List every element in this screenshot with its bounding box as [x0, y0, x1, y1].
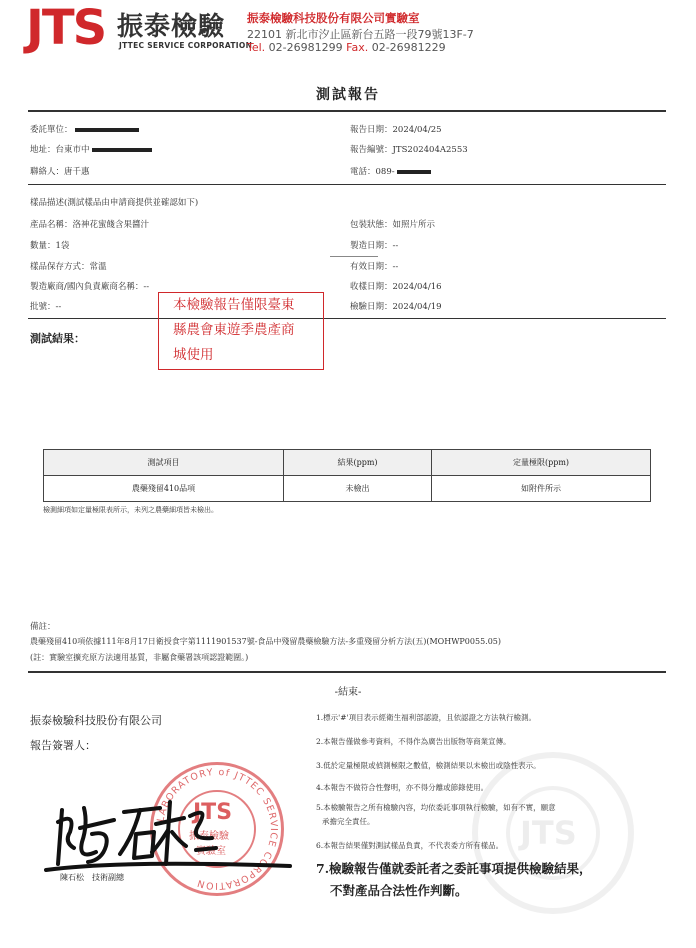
note-item: 3.低於定量極限或偵測極限之數值，檢測結果以未檢出或陰性表示。 — [316, 761, 541, 770]
results-note: 檢測細項如定量極限表所示，未列之農藥細項皆未檢出。 — [43, 506, 218, 514]
fax-label: Fax. — [346, 41, 369, 54]
client-contact-label: 聯絡人： — [30, 167, 65, 177]
manufacturer — [30, 280, 149, 292]
report-date — [350, 123, 442, 135]
client-address-label: 地址： — [30, 145, 56, 155]
cell-result: 未檢出 — [284, 476, 432, 502]
remarks-line: 農藥殘留410項依據111年8月17日衛授食字第1111901537號-食品中殘留農藥檢驗方法-多重殘留分析方法(五)(MOHWP0055.05) — [30, 637, 502, 646]
watermark-logo: JTS — [520, 814, 577, 852]
lot-value: -- — [55, 302, 62, 312]
divider — [28, 671, 666, 673]
results-table — [43, 449, 651, 502]
seal-text: 振泰檢驗 — [189, 831, 229, 842]
sample-quantity — [30, 239, 69, 251]
logo-english-name: JTTEC SERVICE CORPORATION — [119, 41, 253, 50]
manufacturer-value: -- — [143, 282, 150, 292]
report-number — [350, 143, 468, 155]
lot-label: 批號： — [30, 302, 56, 312]
end-mark: -結束- — [334, 687, 362, 698]
signer-name-title: 陳石松 技術副總 — [60, 873, 124, 882]
quantity-label: 數量： — [30, 241, 56, 251]
seal-logo: JTS — [193, 800, 233, 825]
notice-line: 本檢驗報告僅限臺東 — [173, 297, 295, 313]
received-date-label: 收樣日期： — [350, 282, 393, 292]
usage-notice-box — [158, 292, 324, 370]
expiry-date — [350, 260, 398, 272]
redaction-bar — [92, 148, 152, 152]
seal-ring-text: LABORATORY of JTTEC SERVICE CORPORATION — [155, 766, 280, 892]
client-unit-label: 委託單位： — [30, 125, 73, 135]
tel-label: Tel. — [247, 41, 266, 54]
client-contact-value: 唐千惠 — [64, 167, 90, 177]
remarks-line: (註：實驗室擴充原方法適用基質，非屬食藥署該項認證範圍。) — [30, 653, 249, 662]
logo-chinese-name: 振泰檢驗 — [117, 12, 226, 42]
package-label: 包裝狀態： — [350, 220, 393, 230]
divider — [28, 184, 666, 185]
test-date-value: 2024/04/19 — [392, 302, 442, 312]
manufacture-date-value: -- — [392, 241, 399, 251]
product-name — [30, 218, 149, 230]
note-item: 5.本檢驗報告之所有檢驗內容，均依委託事項執行檢驗，如有不實，願意 — [316, 803, 556, 812]
package-value: 如照片所示 — [392, 220, 436, 230]
redaction-bar — [75, 128, 139, 132]
redaction-bar — [397, 170, 431, 174]
notice-line: 縣農會東遊季農產商 — [173, 322, 295, 338]
client-address — [30, 143, 152, 155]
quantity-value: 1袋 — [55, 241, 70, 251]
company-phone — [247, 41, 446, 54]
test-date-label: 檢驗日期： — [350, 302, 393, 312]
sample-storage — [30, 260, 107, 272]
note-item: 2.本報告僅做參考資料，不得作為廣告出版物等商業宣傳。 — [316, 737, 511, 746]
company-address: 22101 新北市汐止區新台五路一段79號13F-7 — [247, 28, 474, 41]
manufacture-date — [350, 239, 398, 251]
cell-loq: 如附件所示 — [432, 476, 651, 502]
expiry-date-value: -- — [392, 262, 399, 272]
client-contact — [30, 165, 90, 177]
storage-label: 樣品保存方式： — [30, 262, 90, 272]
fax-number: 02-26981229 — [371, 41, 446, 54]
tel-number: 02-26981299 — [268, 41, 343, 54]
table-header-row — [44, 450, 651, 476]
jts-logo: JTS — [26, 0, 106, 56]
table-row — [44, 476, 651, 502]
remarks-label: 備註： — [30, 622, 56, 632]
client-address-value: 台東市中 — [55, 145, 90, 155]
header-result: 結果(ppm) — [284, 450, 432, 476]
package-status — [350, 218, 435, 230]
client-phone-value: 089- — [375, 167, 395, 177]
client-phone — [350, 165, 431, 177]
report-date-label: 報告日期： — [350, 125, 393, 135]
cell-test-item: 農藥殘留410品項 — [44, 476, 284, 502]
seal-text: 實驗室 — [196, 846, 226, 857]
report-number-value: JTS202404A2553 — [392, 145, 468, 155]
expiry-date-label: 有效日期： — [350, 262, 393, 272]
product-name-label: 產品名稱： — [30, 220, 73, 230]
received-date — [350, 280, 442, 292]
product-name-value: 洛神花蜜餞含果醬汁 — [72, 220, 150, 230]
note-item: 承擔完全責任。 — [322, 817, 375, 826]
storage-value: 常溫 — [89, 262, 107, 272]
disclaimer-line: 7.檢驗報告僅就委託者之委託事項提供檢驗結果， — [316, 861, 592, 876]
note-item: 6.本報告結果僅對測試樣品負責，不代表委方所有樣品。 — [316, 841, 504, 850]
disclaimer-line: 不對產品合法性作判斷。 — [330, 883, 468, 898]
handwritten-signature — [40, 790, 300, 880]
client-phone-label: 電話： — [350, 167, 376, 177]
manufacture-date-label: 製造日期： — [350, 241, 393, 251]
signature-company: 振泰檢驗科技股份有限公司 — [30, 714, 162, 727]
note-item: 4.本報告不做符合性聲明，亦不得分離或節錄使用。 — [316, 783, 489, 792]
page-title: 測試報告 — [316, 87, 380, 103]
notice-line: 城使用 — [173, 347, 214, 363]
disclaimer-note — [316, 858, 592, 902]
divider — [330, 256, 378, 257]
received-date-value: 2024/04/16 — [392, 282, 442, 292]
signer-label: 報告簽署人： — [30, 739, 96, 752]
report-number-label: 報告編號： — [350, 145, 393, 155]
report-date-value: 2024/04/25 — [392, 125, 442, 135]
company-name: 振泰檢驗科技股份有限公司實驗室 — [247, 11, 420, 25]
header-loq: 定量極限(ppm) — [432, 450, 651, 476]
test-date — [350, 300, 442, 312]
divider — [28, 110, 666, 112]
manufacturer-label: 製造廠商/國內負責廠商名稱： — [30, 282, 144, 292]
note-item: 1.標示'#'項目表示經衛生福利部認證，且依認證之方法執行檢測。 — [316, 713, 537, 722]
lot-number — [30, 300, 61, 312]
results-label: 測試結果： — [30, 332, 85, 345]
divider — [28, 318, 666, 319]
client-unit — [30, 123, 139, 135]
sample-description: 樣品描述(測試樣品由申請商提供並確認如下) — [30, 198, 199, 208]
header-test-item: 測試項目 — [44, 450, 284, 476]
